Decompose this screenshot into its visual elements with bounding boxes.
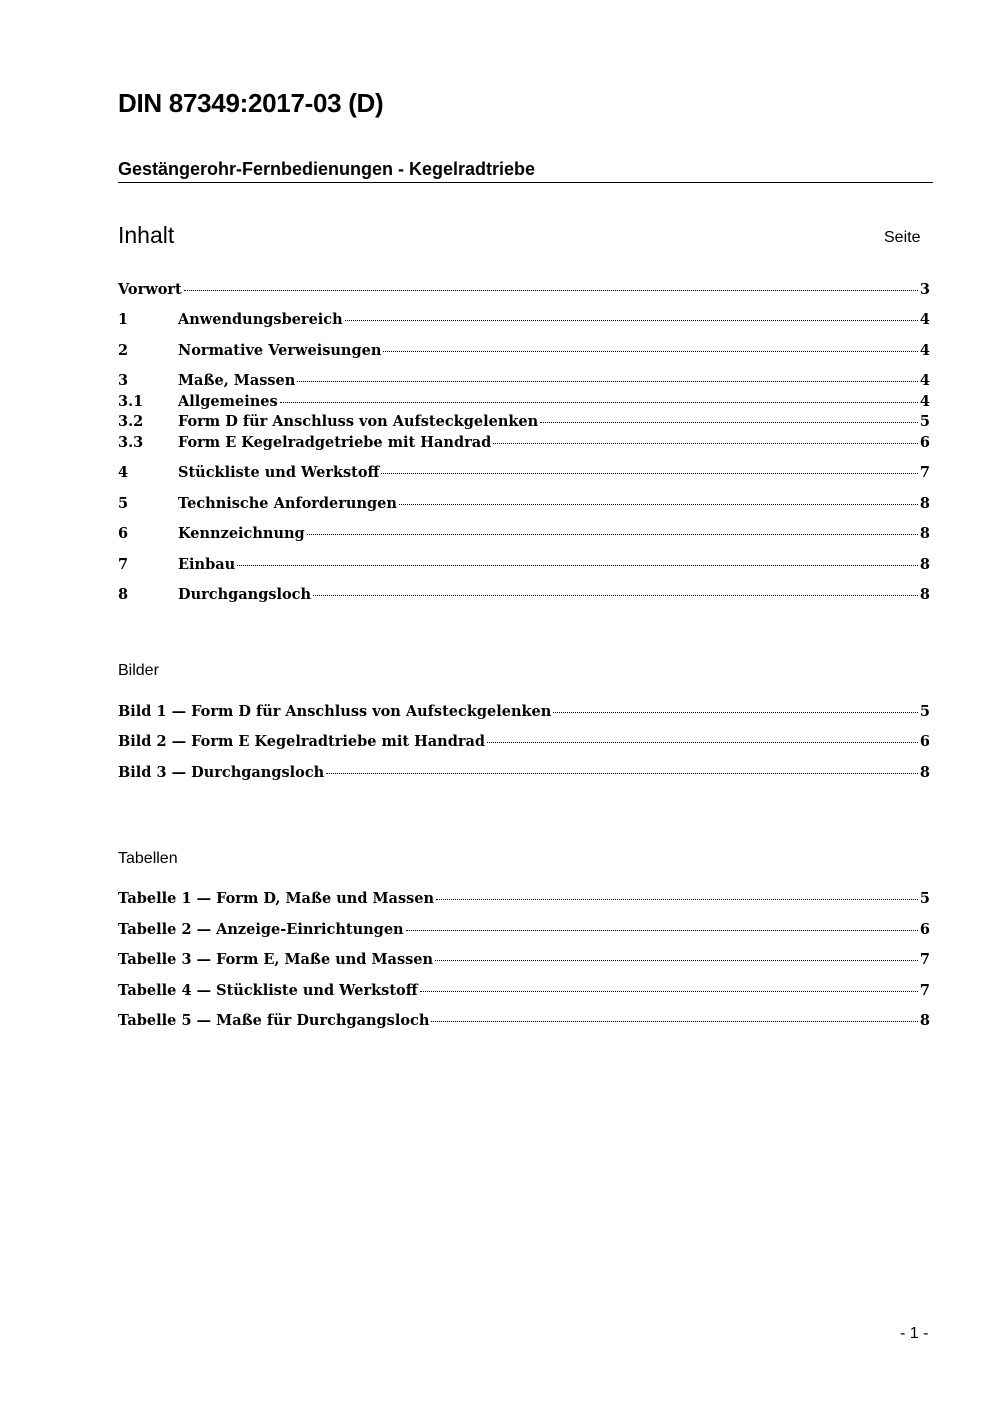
toc-entry-text: Anwendungsbereich [178,311,343,328]
dot-leader [399,504,918,505]
toc-entry-number: 2 [118,342,129,359]
dot-leader [381,473,917,474]
dot-leader [436,899,918,900]
figure-entry-2[interactable] [118,732,930,752]
toc-entry-page: 8 [919,525,930,542]
table-entry-5[interactable] [118,1011,930,1031]
toc-entry-3-1[interactable] [118,392,930,412]
toc-entry-page: 7 [919,464,930,481]
dot-leader [313,595,918,596]
toc-entry-number: 3.2 [118,413,144,430]
dot-leader [487,742,918,743]
toc-entry-text: Maße, Massen [178,372,296,389]
toc-entry-text: Einbau [178,556,236,573]
table-entry-text: Tabelle 5 — Maße für Durchgangsloch [118,1012,430,1029]
tables-heading: Tabellen [118,850,178,867]
toc-entry-3[interactable] [118,371,930,391]
dot-leader [297,381,918,382]
toc-entry-page: 4 [919,372,930,389]
table-entry-page: 6 [919,921,930,938]
toc-entry-3-3[interactable] [118,433,930,453]
table-entry-page: 5 [919,890,930,907]
dot-leader [406,930,918,931]
toc-entry-number: 4 [118,464,129,481]
toc-entry-page: 8 [919,556,930,573]
toc-entry-page: 4 [919,342,930,359]
toc-entry-text: Normative Verweisungen [178,342,382,359]
toc-entry-text: Durchgangsloch [178,586,312,603]
toc-entry-7[interactable] [118,555,930,575]
table-entry-text: Tabelle 4 — Stückliste und Werkstoff [118,982,418,999]
toc-entry-3-2[interactable] [118,412,930,432]
dot-leader [345,320,918,321]
toc-entry-number: 7 [118,556,129,573]
toc-entry-number: 5 [118,495,129,512]
figure-entry-text: Bild 2 — Form E Kegelradtriebe mit Handrad [118,733,486,750]
toc-heading: Inhalt [118,222,175,248]
toc-entry-text: Form D für Anschluss von Aufsteckgelenken [178,413,539,430]
toc-entry-page: 3 [919,281,930,298]
toc-entry-number: 8 [118,586,129,603]
figure-entry-text: Bild 1 — Form D für Anschluss von Aufsteckgelenken [118,703,552,720]
table-entry-text: Tabelle 1 — Form D, Maße und Massen [118,890,435,907]
dot-leader [280,402,918,403]
figure-entry-text: Bild 3 — Durchgangsloch [118,764,325,781]
table-entry-3[interactable] [118,950,930,970]
toc-entry-page: 8 [919,495,930,512]
figure-entry-1[interactable] [118,702,930,722]
figures-heading: Bilder [118,662,159,679]
dot-leader [435,960,918,961]
dot-leader [540,422,918,423]
dot-leader [307,534,918,535]
page-number: - 1 - [900,1325,929,1342]
toc-entry-vorwort[interactable] [118,280,930,300]
toc-entry-number: 6 [118,525,129,542]
page-column-label: Seite [884,229,921,246]
table-entry-page: 7 [919,982,930,999]
toc-entry-text: Technische Anforderungen [178,495,397,512]
dot-leader [420,991,918,992]
table-entry-page: 7 [919,951,930,968]
toc-entry-5[interactable] [118,494,930,514]
figure-entry-page: 6 [919,733,930,750]
dot-leader [184,290,918,291]
dot-leader [326,773,918,774]
table-entry-4[interactable] [118,981,930,1001]
dot-leader [383,351,918,352]
dot-leader [493,443,918,444]
figure-entry-page: 5 [919,703,930,720]
document-title: Gestängerohr-Fernbedienungen - Kegelradtriebe [118,159,933,183]
toc-entry-number: 3.3 [118,434,144,451]
toc-entry-page: 4 [919,393,930,410]
toc-entry-4[interactable] [118,463,930,483]
toc-entry-page: 8 [919,586,930,603]
table-entry-text: Tabelle 3 — Form E, Maße und Massen [118,951,434,968]
document-number: DIN 87349:2017-03 (D) [118,88,384,118]
toc-entry-number: 3 [118,372,129,389]
toc-entry-page: 4 [919,311,930,328]
toc-entry-text: Vorwort [118,281,182,298]
table-entry-text: Tabelle 2 — Anzeige-Einrichtungen [118,921,404,938]
toc-entry-6[interactable] [118,524,930,544]
table-entry-2[interactable] [118,920,930,940]
toc-entry-text: Allgemeines [178,393,278,410]
toc-entry-2[interactable] [118,341,930,361]
toc-entry-page: 5 [919,413,930,430]
toc-entry-page: 6 [919,434,930,451]
dot-leader [237,565,918,566]
toc-entry-number: 3.1 [118,393,144,410]
toc-entry-text: Stückliste und Werkstoff [178,464,380,481]
toc-entry-text: Form E Kegelradgetriebe mit Handrad [178,434,492,451]
toc-entry-text: Kennzeichnung [178,525,305,542]
toc-entry-1[interactable] [118,310,930,330]
figure-entry-3[interactable] [118,763,930,783]
dot-leader [431,1021,918,1022]
toc-entry-8[interactable] [118,585,930,605]
figure-entry-page: 8 [919,764,930,781]
table-entry-1[interactable] [118,889,930,909]
dot-leader [553,712,918,713]
table-entry-page: 8 [919,1012,930,1029]
toc-entry-number: 1 [118,311,129,328]
